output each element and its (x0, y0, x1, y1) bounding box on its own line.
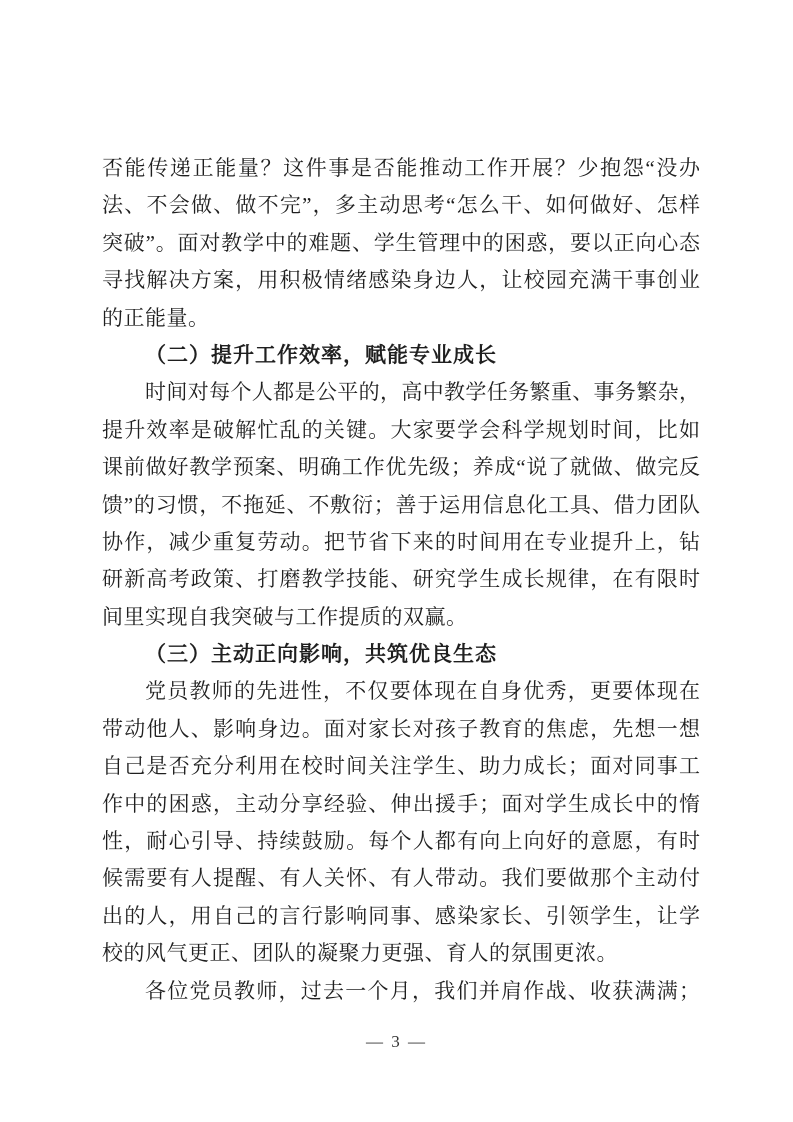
paragraph (102, 973, 700, 1010)
paragraph (102, 150, 700, 337)
text-line: 馈”的习惯，不拖延、不敷衍；善于运用信息化工具、借力团队 (102, 492, 700, 517)
text-line: 突破”。面对教学中的难题、学生管理中的困惑，要以正向心态 (102, 230, 700, 255)
text-line: 课前做好教学预案、明确工作优先级；养成“说了就做、做完反 (102, 455, 700, 480)
heading-line: （二）提升工作效率，赋能专业成长 (145, 342, 497, 367)
section-heading (102, 636, 700, 673)
text-line: 法、不会做、做不完”，多主动思考“怎么干、如何做好、怎样 (102, 193, 700, 218)
text-line: 寻找解决方案，用积极情绪感染身边人，让校园充满干事创业 (102, 268, 700, 293)
paragraph (102, 374, 700, 636)
text-line: 出的人，用自己的言行影响同事、感染家长、引领学生，让学 (102, 903, 700, 928)
text-line: 协作，减少重复劳动。把节省下来的时间用在专业提升上，钻 (102, 529, 700, 554)
text-line: 时间对每个人都是公平的，高中教学任务繁重、事务繁杂， (145, 380, 700, 405)
text-line: 各位党员教师，过去一个月，我们并肩作战、收获满满； (145, 978, 700, 1003)
paragraph (102, 673, 700, 972)
text-line: 作中的困惑，主动分享经验、伸出援手；面对学生成长中的惰 (102, 791, 700, 816)
text-line: 性，耐心引导、持续鼓励。每个人都有向上向好的意愿，有时 (102, 829, 700, 854)
text-line: 自己是否充分利用在校时间关注学生、助力成长；面对同事工 (102, 754, 700, 779)
document-body (102, 150, 700, 1010)
text-line: 的正能量。 (102, 305, 210, 330)
heading-line: （三）主动正向影响，共筑优良生态 (145, 642, 497, 667)
text-line: 间里实现自我突破与工作提质的双赢。 (102, 604, 468, 629)
text-line: 提升效率是破解忙乱的关键。大家要学会科学规划时间，比如 (102, 417, 700, 442)
text-line: 校的风气更正、团队的凝聚力更强、育人的氛围更浓。 (102, 941, 618, 966)
text-line: 候需要有人提醒、有人关怀、有人带动。我们要做那个主动付 (102, 866, 700, 891)
text-line: 否能传递正能量？这件事是否能推动工作开展？少抱怨“没办 (102, 156, 700, 180)
text-line: 党员教师的先进性，不仅要体现在自身优秀，更要体现在 (145, 679, 700, 704)
section-heading (102, 337, 700, 374)
text-line: 研新高考政策、打磨教学技能、研究学生成长规律，在有限时 (102, 567, 700, 592)
page-number: — 3 — (366, 1032, 427, 1051)
text-line: 带动他人、影响身边。面对家长对孩子教育的焦虑，先想一想 (102, 716, 700, 741)
